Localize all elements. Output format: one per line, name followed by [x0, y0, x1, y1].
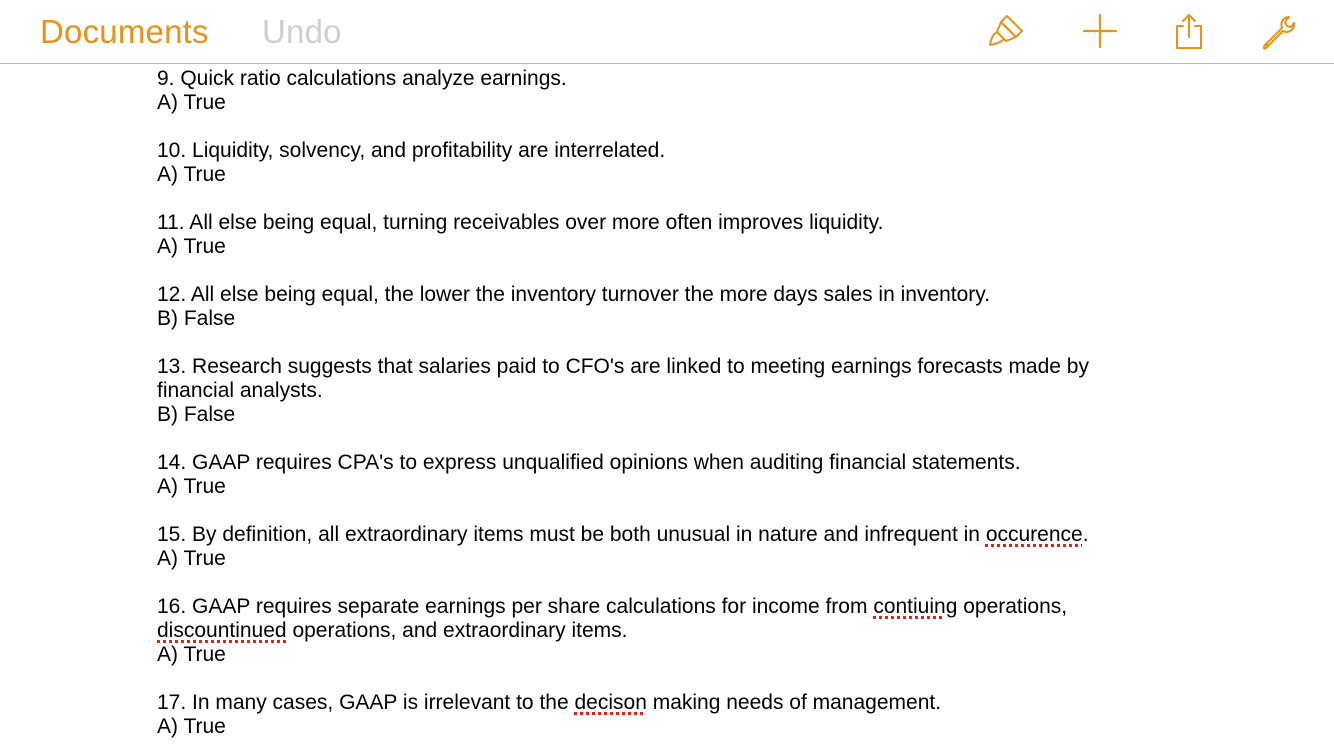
- question-text-run: .: [1082, 523, 1089, 546]
- question-text-run: operations, and extraordinary items.: [286, 619, 628, 642]
- answer-text: A) True: [157, 643, 226, 666]
- question-text-run: 15. By definition, all extraordinary items must be both unusual in nature and infrequent in: [157, 523, 986, 546]
- blank-line: [157, 427, 1157, 451]
- question-text: [157, 283, 1157, 307]
- answer-text: A) True: [157, 547, 226, 570]
- misspelled-word[interactable]: decison: [574, 691, 647, 714]
- toolbar: [0, 0, 1334, 64]
- plus-icon[interactable]: [1078, 10, 1122, 54]
- answer-text: A) True: [157, 715, 226, 738]
- question-text-run: 16. GAAP requires separate earnings per share calculations for income from: [157, 595, 874, 618]
- question-block: [157, 283, 1157, 331]
- answer-text: B) False: [157, 403, 236, 426]
- question-text-run: 14. GAAP requires CPA's to express unqualified opinions when auditing financial statements.: [157, 451, 1021, 474]
- question-text: [157, 211, 1157, 235]
- question-text-run: 17. In many cases, GAAP is irrelevant to the: [157, 691, 575, 714]
- question-block: [157, 67, 1157, 115]
- document-body[interactable]: [157, 67, 1157, 739]
- blank-line: [157, 571, 1157, 595]
- share-icon[interactable]: [1167, 10, 1211, 54]
- question-text: [157, 523, 1157, 547]
- question-text: [157, 355, 1157, 403]
- paintbrush-icon[interactable]: [985, 10, 1029, 54]
- question-text-run: 9. Quick ratio calculations analyze earnings.: [157, 67, 567, 90]
- question-text: [157, 67, 1157, 91]
- answer-text: B) False: [157, 307, 236, 330]
- question-text: [157, 139, 1157, 163]
- answer-text: A) True: [157, 163, 226, 186]
- question-text-run: 10. Liquidity, solvency, and profitability are interrelated.: [157, 139, 666, 162]
- question-text: [157, 691, 1157, 715]
- blank-line: [157, 499, 1157, 523]
- blank-line: [157, 187, 1157, 211]
- question-text: [157, 451, 1157, 475]
- question-text-run: operations,: [957, 595, 1068, 618]
- blank-line: [157, 115, 1157, 139]
- answer-text: A) True: [157, 91, 226, 114]
- wrench-icon[interactable]: [1256, 10, 1300, 54]
- misspelled-word[interactable]: occurence: [985, 523, 1083, 546]
- misspelled-word[interactable]: discountinued: [157, 619, 287, 642]
- answer-text: A) True: [157, 235, 226, 258]
- undo-button[interactable]: Undo: [262, 13, 342, 50]
- question-text-run: making needs of management.: [646, 691, 942, 714]
- question-block: [157, 691, 1157, 739]
- question-block: [157, 355, 1157, 427]
- question-text: [157, 595, 1157, 643]
- question-block: [157, 451, 1157, 499]
- answer-text: A) True: [157, 475, 226, 498]
- misspelled-word[interactable]: contiuing: [873, 595, 958, 618]
- question-text-run: 13. Research suggests that salaries paid to CFO's are linked to meeting earnings forecasts made by financial analysts.: [157, 355, 1089, 402]
- question-block: [157, 595, 1157, 667]
- documents-button[interactable]: Documents: [40, 13, 209, 50]
- question-block: [157, 139, 1157, 187]
- blank-line: [157, 667, 1157, 691]
- blank-line: [157, 331, 1157, 355]
- question-block: [157, 211, 1157, 259]
- question-block: [157, 523, 1157, 571]
- question-text-run: 11. All else being equal, turning receivables over more often improves liquidity.: [157, 211, 884, 234]
- question-text-run: 12. All else being equal, the lower the inventory turnover the more days sales in inventory.: [157, 283, 991, 306]
- blank-line: [157, 259, 1157, 283]
